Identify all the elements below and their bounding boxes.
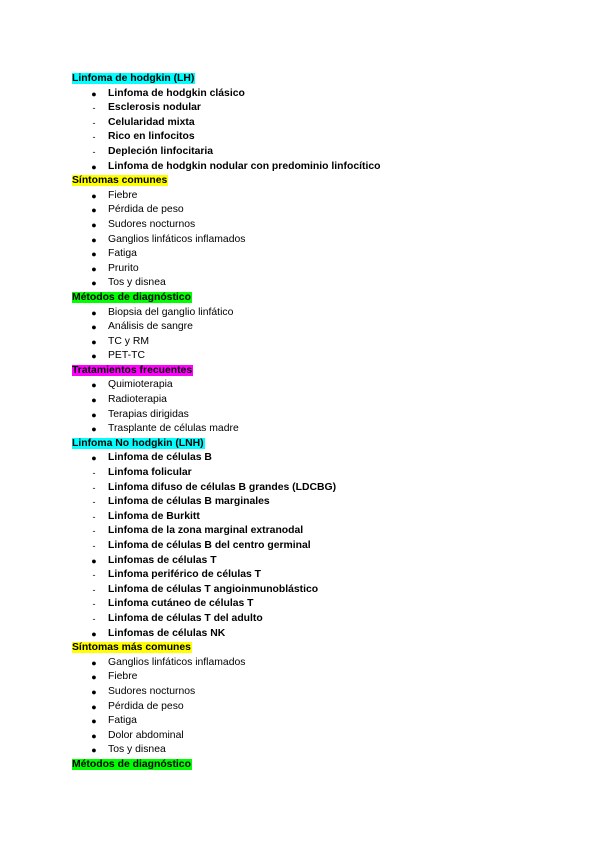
list-item <box>72 320 552 335</box>
dash-icon: - <box>92 482 96 493</box>
list-item <box>72 729 552 744</box>
list-item <box>72 539 552 554</box>
list-item-text: Linfoma de Burkitt <box>108 510 200 522</box>
list-item-text: Quimioterapia <box>108 379 173 391</box>
list-item-text: Rico en linfocitos <box>108 131 195 143</box>
list-item <box>72 87 552 102</box>
dash-icon: - <box>92 497 96 508</box>
list-item-text: TC y RM <box>108 335 149 347</box>
dash-icon: - <box>92 526 96 537</box>
dash-icon: - <box>92 117 96 128</box>
list-item-text: Linfoma difuso de células B grandes (LDCBG) <box>108 481 337 493</box>
bullet-icon: ● <box>91 263 97 274</box>
list-item-text: Trasplante de células madre <box>108 423 239 435</box>
list-item-text: Linfoma de células B <box>108 452 212 464</box>
list-item-text: Linfomas de células T <box>108 554 217 566</box>
bullet-icon: ● <box>91 336 97 347</box>
list-item <box>72 670 552 685</box>
section-heading-text: Métodos de diagnóstico <box>72 291 191 303</box>
dash-icon: - <box>92 584 96 595</box>
bullet-icon: ● <box>91 351 97 362</box>
bullet-icon: ● <box>91 701 97 712</box>
list-item <box>72 685 552 700</box>
list-item-text: Linfoma de células B marginales <box>108 496 270 508</box>
bullet-icon: ● <box>91 453 97 464</box>
list-item <box>72 218 552 233</box>
bullet-icon: ● <box>91 745 97 756</box>
list-item <box>72 233 552 248</box>
bullet-icon: ● <box>91 278 97 289</box>
list-item <box>72 700 552 715</box>
section-heading <box>72 758 552 773</box>
list-item-text: Ganglios linfáticos inflamados <box>108 656 246 668</box>
bullet-icon: ● <box>91 555 97 566</box>
list-item-text: Fatiga <box>108 248 137 260</box>
list-item-text: Linfoma periférico de células T <box>108 569 262 581</box>
list-item <box>72 247 552 262</box>
dash-icon: - <box>92 146 96 157</box>
document-body <box>72 72 552 773</box>
list-item-text: Fatiga <box>108 715 137 727</box>
list-item <box>72 349 552 364</box>
list-item <box>72 612 552 627</box>
bullet-icon: ● <box>91 409 97 420</box>
list-item-text: Terapias dirigidas <box>108 408 189 420</box>
list-item <box>72 627 552 642</box>
list-item-text: Fiebre <box>108 189 138 201</box>
list-item <box>72 335 552 350</box>
list-item-text: Análisis de sangre <box>108 321 193 333</box>
list-item-text: Fiebre <box>108 671 138 683</box>
list-item-text: Sudores nocturnos <box>108 218 196 230</box>
list-item <box>72 408 552 423</box>
list-item-text: Linfoma folicular <box>108 467 192 479</box>
list-item-text: PET-TC <box>108 350 145 362</box>
list-item-text: Celularidad mixta <box>108 116 195 128</box>
bullet-icon: ● <box>91 205 97 216</box>
dash-icon: - <box>92 511 96 522</box>
list-item <box>72 276 552 291</box>
bullet-icon: ● <box>91 380 97 391</box>
list-item-text: Depleción linfocitaria <box>108 145 214 157</box>
section-heading <box>72 291 552 306</box>
list-item-text: Tos y disnea <box>108 744 166 756</box>
list-item <box>72 510 552 525</box>
list-item <box>72 743 552 758</box>
dash-icon: - <box>92 599 96 610</box>
bullet-icon: ● <box>91 424 97 435</box>
list-item-text: Sudores nocturnos <box>108 685 196 697</box>
list-item <box>72 495 552 510</box>
list-item <box>72 101 552 116</box>
list-item-text: Linfoma cutáneo de células T <box>108 598 254 610</box>
list-item-text: Ganglios linfáticos inflamados <box>108 233 246 245</box>
section-heading <box>72 364 552 379</box>
list-item <box>72 145 552 160</box>
dash-icon: - <box>92 468 96 479</box>
section-heading-text: Linfoma No hodgkin (LNH) <box>72 437 204 449</box>
list-item-text: Linfoma de células T angioinmunoblástico <box>108 583 319 595</box>
bullet-icon: ● <box>91 395 97 406</box>
list-item-text: Dolor abdominal <box>108 729 184 741</box>
list-item-text: Pérdida de peso <box>108 700 184 712</box>
bullet-icon: ● <box>91 730 97 741</box>
dash-icon: - <box>92 541 96 551</box>
list-item <box>72 656 552 671</box>
section-heading <box>72 641 552 656</box>
list-item <box>72 189 552 204</box>
list-item-text: Linfomas de células NK <box>108 627 226 639</box>
list-item <box>72 481 552 496</box>
bullet-icon: ● <box>91 249 97 260</box>
list-item <box>72 524 552 539</box>
list-item-text: Radioterapia <box>108 394 167 406</box>
bullet-icon: ● <box>91 716 97 727</box>
list-item-text: Linfoma de hodgkin nodular con predominio linfocítico <box>108 160 381 172</box>
list-item <box>72 203 552 218</box>
bullet-icon: ● <box>91 657 97 668</box>
section-heading-text: Métodos de diagnóstico <box>72 758 191 770</box>
bullet-icon: ● <box>91 307 97 318</box>
list-item-text: Linfoma de células B del centro germinal <box>108 540 311 551</box>
dash-icon: - <box>92 613 96 624</box>
list-item <box>72 714 552 729</box>
bullet-icon: ● <box>91 686 97 697</box>
list-item <box>72 583 552 598</box>
list-item <box>72 597 552 612</box>
list-item <box>72 568 552 583</box>
bullet-icon: ● <box>91 628 97 639</box>
list-item <box>72 262 552 277</box>
list-item <box>72 451 552 466</box>
section-heading-text: Síntomas comunes <box>72 175 168 187</box>
list-item <box>72 306 552 321</box>
bullet-icon: ● <box>91 672 97 683</box>
list-item-text: Linfoma de hodgkin clásico <box>108 87 245 99</box>
section-heading <box>72 437 552 452</box>
list-item-text: Linfoma de la zona marginal extranodal <box>108 525 304 537</box>
list-item <box>72 160 552 175</box>
bullet-icon: ● <box>91 161 97 172</box>
section-heading <box>72 72 552 87</box>
dash-icon: - <box>92 570 96 581</box>
bullet-icon: ● <box>91 234 97 245</box>
list-item-text: Tos y disnea <box>108 277 166 289</box>
list-item <box>72 466 552 481</box>
list-item <box>72 378 552 393</box>
list-item-text: Prurito <box>108 262 139 274</box>
bullet-icon: ● <box>91 88 97 99</box>
dash-icon: - <box>92 132 96 143</box>
section-heading-text: Linfoma de hodgkin (LH) <box>72 73 195 84</box>
list-item-text: Linfoma de células T del adulto <box>108 612 263 624</box>
bullet-icon: ● <box>91 322 97 333</box>
list-item <box>72 130 552 145</box>
section-heading <box>72 174 552 189</box>
section-heading-text: Síntomas más comunes <box>72 642 191 654</box>
list-item <box>72 393 552 408</box>
list-item <box>72 422 552 437</box>
bullet-icon: ● <box>91 190 97 201</box>
list-item-text: Esclerosis nodular <box>108 102 201 114</box>
list-item <box>72 116 552 131</box>
bullet-icon: ● <box>91 219 97 230</box>
list-item-text: Biopsia del ganglio linfático <box>108 306 234 318</box>
section-heading-text: Tratamientos frecuentes <box>72 364 193 376</box>
list-item-text: Pérdida de peso <box>108 204 184 216</box>
dash-icon: - <box>92 103 96 114</box>
list-item <box>72 554 552 569</box>
